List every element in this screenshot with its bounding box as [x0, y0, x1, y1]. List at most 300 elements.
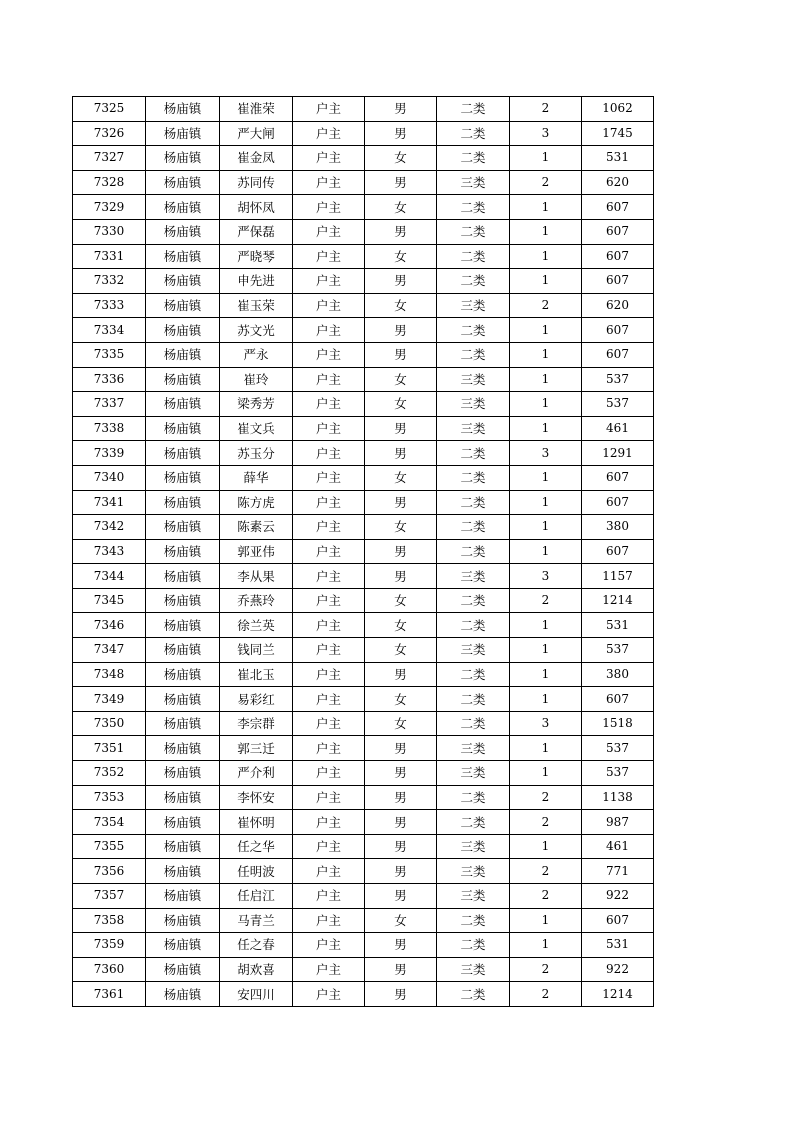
- cell-row-number: 7337: [73, 392, 146, 417]
- cell-gender: 男: [365, 318, 437, 343]
- cell-row-number: 7332: [73, 269, 146, 294]
- cell-name: 苏同传: [220, 170, 293, 195]
- cell-name: 崔怀明: [220, 810, 293, 835]
- cell-household-size: 2: [510, 785, 582, 810]
- cell-relation: 户主: [293, 785, 365, 810]
- cell-category: 二类: [437, 810, 510, 835]
- cell-town: 杨庙镇: [146, 293, 220, 318]
- cell-amount: 607: [582, 539, 654, 564]
- cell-relation: 户主: [293, 465, 365, 490]
- table-row: [73, 687, 654, 712]
- cell-gender: 男: [365, 957, 437, 982]
- cell-household-size: 3: [510, 441, 582, 466]
- cell-row-number: 7347: [73, 638, 146, 663]
- cell-row-number: 7330: [73, 219, 146, 244]
- cell-name: 崔玲: [220, 367, 293, 392]
- cell-gender: 男: [365, 884, 437, 909]
- cell-name: 苏文光: [220, 318, 293, 343]
- cell-relation: 户主: [293, 392, 365, 417]
- cell-name: 严晓琴: [220, 244, 293, 269]
- cell-gender: 女: [365, 367, 437, 392]
- cell-town: 杨庙镇: [146, 490, 220, 515]
- cell-town: 杨庙镇: [146, 367, 220, 392]
- cell-amount: 537: [582, 638, 654, 663]
- cell-town: 杨庙镇: [146, 465, 220, 490]
- table-row: [73, 957, 654, 982]
- cell-household-size: 1: [510, 146, 582, 171]
- cell-relation: 户主: [293, 588, 365, 613]
- cell-amount: 922: [582, 957, 654, 982]
- cell-town: 杨庙镇: [146, 219, 220, 244]
- table-row: [73, 662, 654, 687]
- cell-town: 杨庙镇: [146, 318, 220, 343]
- table-row: [73, 195, 654, 220]
- cell-category: 二类: [437, 687, 510, 712]
- cell-category: 三类: [437, 834, 510, 859]
- cell-name: 严永: [220, 342, 293, 367]
- cell-gender: 男: [365, 269, 437, 294]
- cell-town: 杨庙镇: [146, 884, 220, 909]
- cell-name: 陈方虎: [220, 490, 293, 515]
- cell-row-number: 7348: [73, 662, 146, 687]
- cell-town: 杨庙镇: [146, 564, 220, 589]
- table-row: [73, 613, 654, 638]
- cell-category: 三类: [437, 859, 510, 884]
- cell-town: 杨庙镇: [146, 342, 220, 367]
- cell-row-number: 7359: [73, 933, 146, 958]
- cell-name: 马青兰: [220, 908, 293, 933]
- cell-category: 二类: [437, 195, 510, 220]
- cell-relation: 户主: [293, 170, 365, 195]
- cell-relation: 户主: [293, 244, 365, 269]
- cell-category: 二类: [437, 515, 510, 540]
- cell-relation: 户主: [293, 367, 365, 392]
- table-row: [73, 810, 654, 835]
- cell-amount: 380: [582, 515, 654, 540]
- cell-amount: 607: [582, 465, 654, 490]
- cell-relation: 户主: [293, 711, 365, 736]
- cell-town: 杨庙镇: [146, 859, 220, 884]
- cell-town: 杨庙镇: [146, 244, 220, 269]
- table-row: [73, 367, 654, 392]
- cell-gender: 男: [365, 416, 437, 441]
- cell-name: 李从果: [220, 564, 293, 589]
- cell-category: 三类: [437, 293, 510, 318]
- cell-amount: 537: [582, 736, 654, 761]
- cell-gender: 男: [365, 859, 437, 884]
- cell-relation: 户主: [293, 908, 365, 933]
- cell-household-size: 2: [510, 957, 582, 982]
- cell-row-number: 7345: [73, 588, 146, 613]
- cell-amount: 1518: [582, 711, 654, 736]
- cell-town: 杨庙镇: [146, 515, 220, 540]
- cell-household-size: 1: [510, 269, 582, 294]
- cell-amount: 620: [582, 170, 654, 195]
- cell-relation: 户主: [293, 982, 365, 1007]
- cell-amount: 607: [582, 490, 654, 515]
- cell-relation: 户主: [293, 638, 365, 663]
- cell-amount: 1062: [582, 97, 654, 122]
- cell-gender: 男: [365, 933, 437, 958]
- cell-household-size: 1: [510, 392, 582, 417]
- cell-category: 二类: [437, 933, 510, 958]
- table-row: [73, 244, 654, 269]
- table-row: [73, 97, 654, 122]
- cell-household-size: 1: [510, 219, 582, 244]
- cell-town: 杨庙镇: [146, 97, 220, 122]
- table-row: [73, 170, 654, 195]
- cell-household-size: 2: [510, 884, 582, 909]
- cell-household-size: 1: [510, 244, 582, 269]
- cell-relation: 户主: [293, 269, 365, 294]
- cell-relation: 户主: [293, 146, 365, 171]
- cell-relation: 户主: [293, 416, 365, 441]
- cell-town: 杨庙镇: [146, 908, 220, 933]
- table-row: [73, 293, 654, 318]
- cell-amount: 537: [582, 761, 654, 786]
- cell-town: 杨庙镇: [146, 638, 220, 663]
- cell-category: 三类: [437, 416, 510, 441]
- cell-row-number: 7352: [73, 761, 146, 786]
- cell-name: 崔淮荣: [220, 97, 293, 122]
- cell-row-number: 7333: [73, 293, 146, 318]
- cell-gender: 男: [365, 834, 437, 859]
- cell-category: 三类: [437, 392, 510, 417]
- cell-town: 杨庙镇: [146, 834, 220, 859]
- cell-amount: 607: [582, 908, 654, 933]
- cell-category: 三类: [437, 957, 510, 982]
- cell-name: 乔燕玲: [220, 588, 293, 613]
- cell-category: 二类: [437, 982, 510, 1007]
- table-row: [73, 392, 654, 417]
- cell-amount: 1745: [582, 121, 654, 146]
- table-row: [73, 638, 654, 663]
- cell-relation: 户主: [293, 121, 365, 146]
- cell-amount: 1214: [582, 588, 654, 613]
- cell-household-size: 1: [510, 638, 582, 663]
- table-row: [73, 588, 654, 613]
- cell-household-size: 1: [510, 318, 582, 343]
- cell-town: 杨庙镇: [146, 613, 220, 638]
- cell-gender: 女: [365, 638, 437, 663]
- cell-amount: 531: [582, 613, 654, 638]
- cell-household-size: 1: [510, 367, 582, 392]
- cell-name: 李宗群: [220, 711, 293, 736]
- cell-row-number: 7341: [73, 490, 146, 515]
- table-row: [73, 539, 654, 564]
- cell-name: 胡怀凤: [220, 195, 293, 220]
- cell-gender: 男: [365, 342, 437, 367]
- cell-relation: 户主: [293, 613, 365, 638]
- cell-relation: 户主: [293, 834, 365, 859]
- cell-gender: 男: [365, 810, 437, 835]
- cell-relation: 户主: [293, 736, 365, 761]
- cell-relation: 户主: [293, 441, 365, 466]
- cell-gender: 男: [365, 662, 437, 687]
- cell-relation: 户主: [293, 318, 365, 343]
- cell-name: 任启江: [220, 884, 293, 909]
- table-row: [73, 416, 654, 441]
- cell-town: 杨庙镇: [146, 170, 220, 195]
- cell-category: 二类: [437, 318, 510, 343]
- cell-name: 任之春: [220, 933, 293, 958]
- cell-household-size: 2: [510, 982, 582, 1007]
- cell-amount: 607: [582, 195, 654, 220]
- table-row: [73, 465, 654, 490]
- cell-amount: 461: [582, 416, 654, 441]
- cell-category: 三类: [437, 638, 510, 663]
- cell-row-number: 7358: [73, 908, 146, 933]
- cell-amount: 537: [582, 392, 654, 417]
- cell-category: 二类: [437, 539, 510, 564]
- cell-town: 杨庙镇: [146, 195, 220, 220]
- cell-gender: 男: [365, 97, 437, 122]
- cell-gender: 男: [365, 490, 437, 515]
- cell-category: 二类: [437, 613, 510, 638]
- cell-category: 二类: [437, 908, 510, 933]
- cell-category: 二类: [437, 342, 510, 367]
- cell-name: 崔北玉: [220, 662, 293, 687]
- cell-category: 二类: [437, 441, 510, 466]
- cell-household-size: 1: [510, 908, 582, 933]
- cell-town: 杨庙镇: [146, 761, 220, 786]
- cell-gender: 男: [365, 219, 437, 244]
- cell-household-size: 1: [510, 342, 582, 367]
- cell-row-number: 7353: [73, 785, 146, 810]
- cell-row-number: 7344: [73, 564, 146, 589]
- cell-name: 崔文兵: [220, 416, 293, 441]
- cell-town: 杨庙镇: [146, 785, 220, 810]
- cell-name: 严大闸: [220, 121, 293, 146]
- cell-gender: 女: [365, 711, 437, 736]
- cell-amount: 607: [582, 244, 654, 269]
- cell-category: 三类: [437, 736, 510, 761]
- table-row: [73, 490, 654, 515]
- cell-category: 二类: [437, 785, 510, 810]
- cell-amount: 537: [582, 367, 654, 392]
- cell-amount: 607: [582, 269, 654, 294]
- cell-town: 杨庙镇: [146, 736, 220, 761]
- cell-name: 任明波: [220, 859, 293, 884]
- cell-relation: 户主: [293, 293, 365, 318]
- cell-town: 杨庙镇: [146, 416, 220, 441]
- cell-gender: 女: [365, 244, 437, 269]
- cell-household-size: 1: [510, 515, 582, 540]
- cell-gender: 女: [365, 687, 437, 712]
- cell-name: 申先进: [220, 269, 293, 294]
- cell-name: 陈素云: [220, 515, 293, 540]
- cell-relation: 户主: [293, 515, 365, 540]
- cell-name: 任之华: [220, 834, 293, 859]
- cell-household-size: 3: [510, 121, 582, 146]
- cell-gender: 男: [365, 441, 437, 466]
- cell-gender: 男: [365, 539, 437, 564]
- table-row: [73, 785, 654, 810]
- cell-gender: 女: [365, 908, 437, 933]
- cell-name: 胡欢喜: [220, 957, 293, 982]
- cell-name: 薛华: [220, 465, 293, 490]
- cell-household-size: 1: [510, 933, 582, 958]
- cell-amount: 531: [582, 146, 654, 171]
- table-row: [73, 564, 654, 589]
- table-row: [73, 146, 654, 171]
- cell-town: 杨庙镇: [146, 982, 220, 1007]
- table-body: [73, 97, 654, 1007]
- cell-amount: 531: [582, 933, 654, 958]
- cell-row-number: 7360: [73, 957, 146, 982]
- data-table: [72, 96, 654, 1007]
- cell-gender: 女: [365, 515, 437, 540]
- cell-amount: 1138: [582, 785, 654, 810]
- cell-amount: 607: [582, 219, 654, 244]
- cell-amount: 1214: [582, 982, 654, 1007]
- table-row: [73, 121, 654, 146]
- table-row: [73, 908, 654, 933]
- cell-row-number: 7331: [73, 244, 146, 269]
- table-row: [73, 269, 654, 294]
- cell-town: 杨庙镇: [146, 957, 220, 982]
- cell-gender: 男: [365, 785, 437, 810]
- cell-gender: 女: [365, 588, 437, 613]
- cell-gender: 男: [365, 564, 437, 589]
- cell-gender: 女: [365, 613, 437, 638]
- cell-row-number: 7329: [73, 195, 146, 220]
- cell-name: 李怀安: [220, 785, 293, 810]
- table-row: [73, 441, 654, 466]
- table-row: [73, 515, 654, 540]
- cell-gender: 男: [365, 170, 437, 195]
- cell-row-number: 7336: [73, 367, 146, 392]
- cell-name: 钱同兰: [220, 638, 293, 663]
- cell-relation: 户主: [293, 490, 365, 515]
- cell-amount: 607: [582, 687, 654, 712]
- cell-amount: 771: [582, 859, 654, 884]
- cell-gender: 女: [365, 392, 437, 417]
- cell-household-size: 1: [510, 539, 582, 564]
- cell-amount: 1291: [582, 441, 654, 466]
- cell-town: 杨庙镇: [146, 711, 220, 736]
- table-row: [73, 736, 654, 761]
- cell-town: 杨庙镇: [146, 121, 220, 146]
- data-table-sheet: [72, 96, 653, 1007]
- cell-household-size: 1: [510, 761, 582, 786]
- cell-name: 安四川: [220, 982, 293, 1007]
- cell-name: 崔玉荣: [220, 293, 293, 318]
- cell-gender: 女: [365, 146, 437, 171]
- cell-gender: 男: [365, 761, 437, 786]
- cell-row-number: 7334: [73, 318, 146, 343]
- cell-relation: 户主: [293, 564, 365, 589]
- cell-amount: 620: [582, 293, 654, 318]
- cell-household-size: 2: [510, 170, 582, 195]
- cell-category: 二类: [437, 121, 510, 146]
- cell-household-size: 1: [510, 465, 582, 490]
- cell-name: 郭亚伟: [220, 539, 293, 564]
- cell-name: 严保磊: [220, 219, 293, 244]
- cell-category: 二类: [437, 490, 510, 515]
- table-row: [73, 982, 654, 1007]
- cell-name: 苏玉分: [220, 441, 293, 466]
- table-row: [73, 761, 654, 786]
- cell-row-number: 7342: [73, 515, 146, 540]
- cell-amount: 1157: [582, 564, 654, 589]
- cell-town: 杨庙镇: [146, 441, 220, 466]
- cell-name: 严介利: [220, 761, 293, 786]
- cell-household-size: 1: [510, 416, 582, 441]
- cell-category: 三类: [437, 367, 510, 392]
- cell-category: 二类: [437, 146, 510, 171]
- cell-name: 郭三迁: [220, 736, 293, 761]
- cell-household-size: 2: [510, 293, 582, 318]
- cell-category: 二类: [437, 219, 510, 244]
- cell-relation: 户主: [293, 219, 365, 244]
- cell-gender: 男: [365, 982, 437, 1007]
- cell-row-number: 7327: [73, 146, 146, 171]
- cell-category: 二类: [437, 465, 510, 490]
- cell-household-size: 2: [510, 810, 582, 835]
- cell-amount: 607: [582, 342, 654, 367]
- cell-row-number: 7355: [73, 834, 146, 859]
- cell-relation: 户主: [293, 97, 365, 122]
- cell-gender: 男: [365, 121, 437, 146]
- cell-household-size: 1: [510, 490, 582, 515]
- cell-relation: 户主: [293, 884, 365, 909]
- cell-town: 杨庙镇: [146, 810, 220, 835]
- cell-household-size: 1: [510, 662, 582, 687]
- cell-row-number: 7328: [73, 170, 146, 195]
- cell-row-number: 7339: [73, 441, 146, 466]
- cell-category: 三类: [437, 170, 510, 195]
- cell-amount: 987: [582, 810, 654, 835]
- cell-household-size: 2: [510, 97, 582, 122]
- cell-town: 杨庙镇: [146, 662, 220, 687]
- cell-town: 杨庙镇: [146, 269, 220, 294]
- cell-row-number: 7325: [73, 97, 146, 122]
- cell-relation: 户主: [293, 687, 365, 712]
- table-row: [73, 219, 654, 244]
- cell-gender: 女: [365, 293, 437, 318]
- cell-household-size: 1: [510, 834, 582, 859]
- cell-relation: 户主: [293, 662, 365, 687]
- cell-category: 二类: [437, 662, 510, 687]
- cell-town: 杨庙镇: [146, 392, 220, 417]
- cell-name: 徐兰英: [220, 613, 293, 638]
- table-row: [73, 859, 654, 884]
- cell-row-number: 7356: [73, 859, 146, 884]
- cell-household-size: 2: [510, 859, 582, 884]
- table-row: [73, 711, 654, 736]
- cell-household-size: 3: [510, 711, 582, 736]
- cell-gender: 男: [365, 736, 437, 761]
- cell-relation: 户主: [293, 539, 365, 564]
- cell-household-size: 1: [510, 195, 582, 220]
- cell-row-number: 7335: [73, 342, 146, 367]
- cell-relation: 户主: [293, 957, 365, 982]
- cell-row-number: 7326: [73, 121, 146, 146]
- cell-row-number: 7340: [73, 465, 146, 490]
- cell-household-size: 2: [510, 588, 582, 613]
- cell-row-number: 7357: [73, 884, 146, 909]
- cell-household-size: 1: [510, 613, 582, 638]
- table-row: [73, 834, 654, 859]
- cell-row-number: 7338: [73, 416, 146, 441]
- cell-relation: 户主: [293, 810, 365, 835]
- cell-relation: 户主: [293, 933, 365, 958]
- table-row: [73, 884, 654, 909]
- cell-relation: 户主: [293, 195, 365, 220]
- cell-amount: 380: [582, 662, 654, 687]
- cell-household-size: 1: [510, 687, 582, 712]
